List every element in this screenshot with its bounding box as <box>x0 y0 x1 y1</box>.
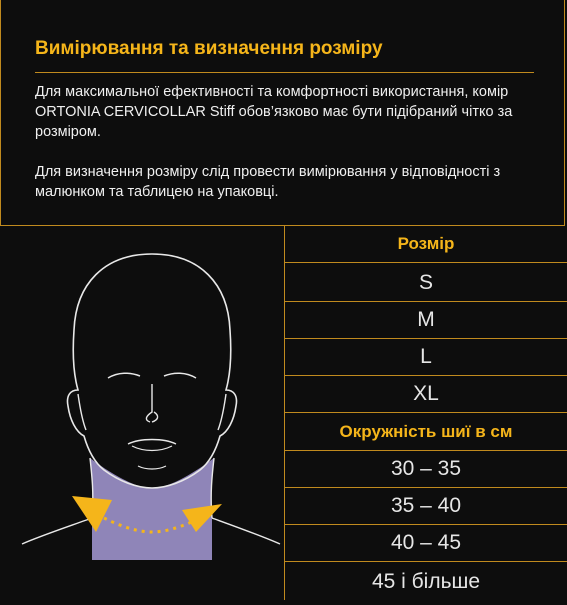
size-cell-m: M <box>285 302 567 339</box>
info-panel <box>0 0 565 226</box>
size-cell-xl: XL <box>285 376 567 413</box>
range-cell-m: 35 – 40 <box>285 488 567 525</box>
size-cell-s: S <box>285 265 567 302</box>
title-divider <box>35 72 534 73</box>
intro-paragraph: Для максимальної ефективності та комфортності використання, комір ORTONIA CERVICOLLAR Stiff обов’язково має бути підібраний чітко за розміром. <box>35 84 513 140</box>
range-cell-xl: 45 і більше <box>371 569 481 593</box>
size-table <box>284 226 567 600</box>
range-cell-s: 30 – 35 <box>285 451 567 488</box>
page-title: Вимірювання та визначення розміру <box>35 38 383 59</box>
figure-panel <box>0 226 284 600</box>
size-header: Розмір <box>285 226 567 263</box>
range-cell-l: 40 – 45 <box>285 525 567 562</box>
head-neck-measure-icon <box>0 226 284 600</box>
size-cell-l: L <box>285 339 567 376</box>
circumference-header: Окружність шиї в см <box>285 414 567 451</box>
measure-paragraph: Для визначення розміру слід провести вимірювання у відповідності з малюнком та таблицею на упаковці. <box>35 164 501 200</box>
